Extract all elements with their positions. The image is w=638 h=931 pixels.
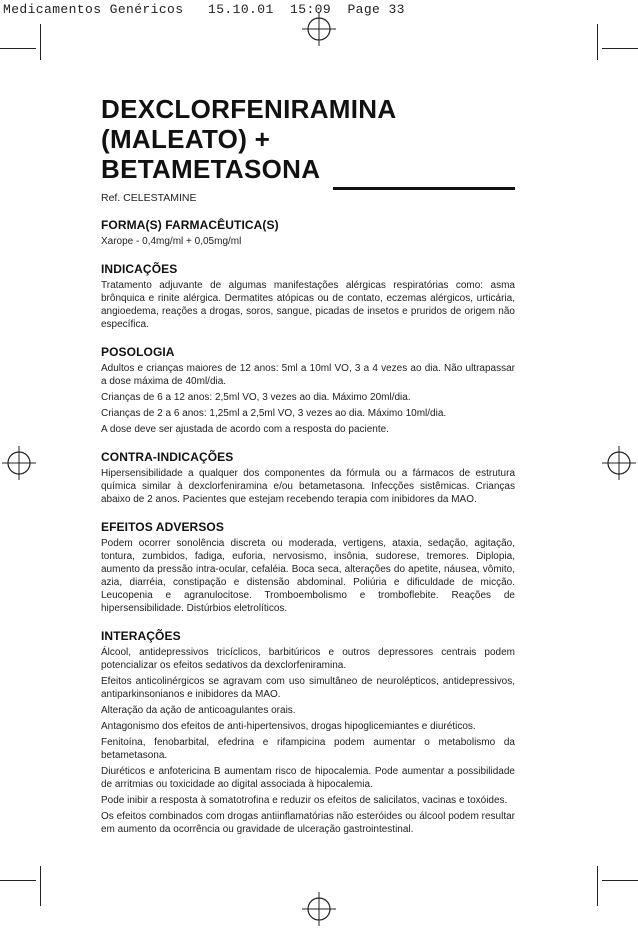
- section-heading-forma: FORMA(S) FARMACÊUTICA(S): [101, 218, 279, 232]
- section-heading-interacoes: INTERAÇÕES: [101, 629, 181, 643]
- document-body: [101, 94, 515, 836]
- registration-mark-bottom-icon: [302, 892, 336, 926]
- section-text: Diuréticos e anfotericina B aumentam risco de hipocalemia. Pode aumentar a possibilidade de arritmias ou toxicidade ao digital associada à hipocalemia.: [101, 766, 515, 790]
- section-text: Álcool, antidepressivos tricíclicos, barbitúricos e outros depressores centrais podem potencializar os efeitos sedativos da dexclorfeniramina.: [101, 647, 515, 671]
- section-text: A dose deve ser ajustada de acordo com a resposta do paciente.: [101, 424, 389, 435]
- section-text: Crianças de 2 a 6 anos: 1,25ml a 2,5ml VO, 3 vezes ao dia. Máximo 10ml/dia.: [101, 408, 447, 419]
- section-text: Hipersensibilidade a qualquer dos componentes da fórmula ou a fármacos de estrutura química similar à dexclorfeniramina e/ou betametasona. Infecções sistêmicas. Crianças abaixo de 2 anos. Pacientes que estejam recebendo terapia com inibidores da MAO.: [101, 468, 515, 505]
- drug-title: DEXCLORFENIRAMINA (MALEATO) + BETAMETASONA: [101, 94, 397, 184]
- section-text: Crianças de 6 a 12 anos: 2,5ml VO, 3 vezes ao dia. Máximo 20ml/dia.: [101, 392, 411, 403]
- registration-mark-left-icon: [2, 446, 36, 480]
- printer-slug: Medicamentos Genéricos 15.10.01 15:09 Page 33: [3, 2, 405, 17]
- crop-mark-top-left-h: [0, 48, 36, 49]
- section-text: Alteração da ação de anticoagulantes orais.: [101, 705, 296, 716]
- crop-mark-bottom-right-h: [602, 880, 638, 881]
- crop-mark-bottom-left-v: [40, 866, 41, 906]
- section-heading-posologia: POSOLOGIA: [101, 345, 175, 359]
- section-text: Pode inibir a resposta à somatotrofina e reduzir os efeitos de salicilatos, vacinas e toxóides.: [101, 795, 508, 806]
- crop-mark-bottom-right-v: [597, 866, 598, 906]
- crop-mark-top-right-v: [597, 24, 598, 60]
- crop-mark-bottom-left-h: [0, 880, 36, 881]
- title-rule: [333, 187, 515, 190]
- section-heading-efeitos-adversos: EFEITOS ADVERSOS: [101, 520, 224, 534]
- section-heading-indicacoes: INDICAÇÕES: [101, 262, 178, 276]
- section-heading-contra-indicacoes: CONTRA-INDICAÇÕES: [101, 450, 234, 464]
- section-text: Efeitos anticolinérgicos se agravam com uso simultâneo de neurolépticos, antidepressivos, antiparkinsonianos e inibidores da MAO.: [101, 676, 515, 700]
- section-text: Tratamento adjuvante de algumas manifestações alérgicas respiratórias como: asma brônquica e rinite alérgica. Dermatites atópicas ou de contato, eczemas alérgicos, urticária, angioedema, reações a drogas, soros, sangue, picadas de insetos e pruridos de origem não específica.: [101, 280, 515, 330]
- reference-brand: Ref. CELESTAMINE: [101, 192, 197, 204]
- section-text: Podem ocorrer sonolência discreta ou moderada, vertigens, ataxia, sedação, agitação, tontura, zumbidos, fadiga, euforia, nervosismo, insônia, sudorese, tremores. Diplopia, aumento da pressão intra-ocular, cefaléia. Boca seca, alterações do apetite, náusea, vômito, azia, diarréia, constipação e distensão abdominal. Poliúria e dificuldade de micção. Leucopenia e agranulocitose. Tromboembolismo e tromboflebite. Reações de hipersensibilidade. Distúrbios eletrolíticos.: [101, 538, 515, 614]
- section-text: Os efeitos combinados com drogas antiinflamatórias não esteróides ou álcool podem resultar em aumento da ocorrência ou gravidade de ulceração gastrointestinal.: [101, 811, 515, 835]
- registration-mark-right-icon: [602, 446, 636, 480]
- section-text: Xarope - 0,4mg/ml + 0,05mg/ml: [101, 236, 242, 247]
- registration-mark-top-icon: [302, 12, 336, 46]
- crop-mark-top-left-v: [40, 24, 41, 60]
- crop-mark-top-right-h: [602, 48, 638, 49]
- section-text: Fenitoína, fenobarbital, efedrina e rifampicina podem aumentar o metabolismo da betametasona.: [101, 737, 515, 761]
- section-text: Antagonismo dos efeitos de anti-hipertensivos, drogas hipoglicemiantes e diuréticos.: [101, 721, 476, 732]
- section-text: Adultos e crianças maiores de 12 anos: 5ml a 10ml VO, 3 a 4 vezes ao dia. Não ultrapassar a dose máxima de 40ml/dia.: [101, 363, 515, 387]
